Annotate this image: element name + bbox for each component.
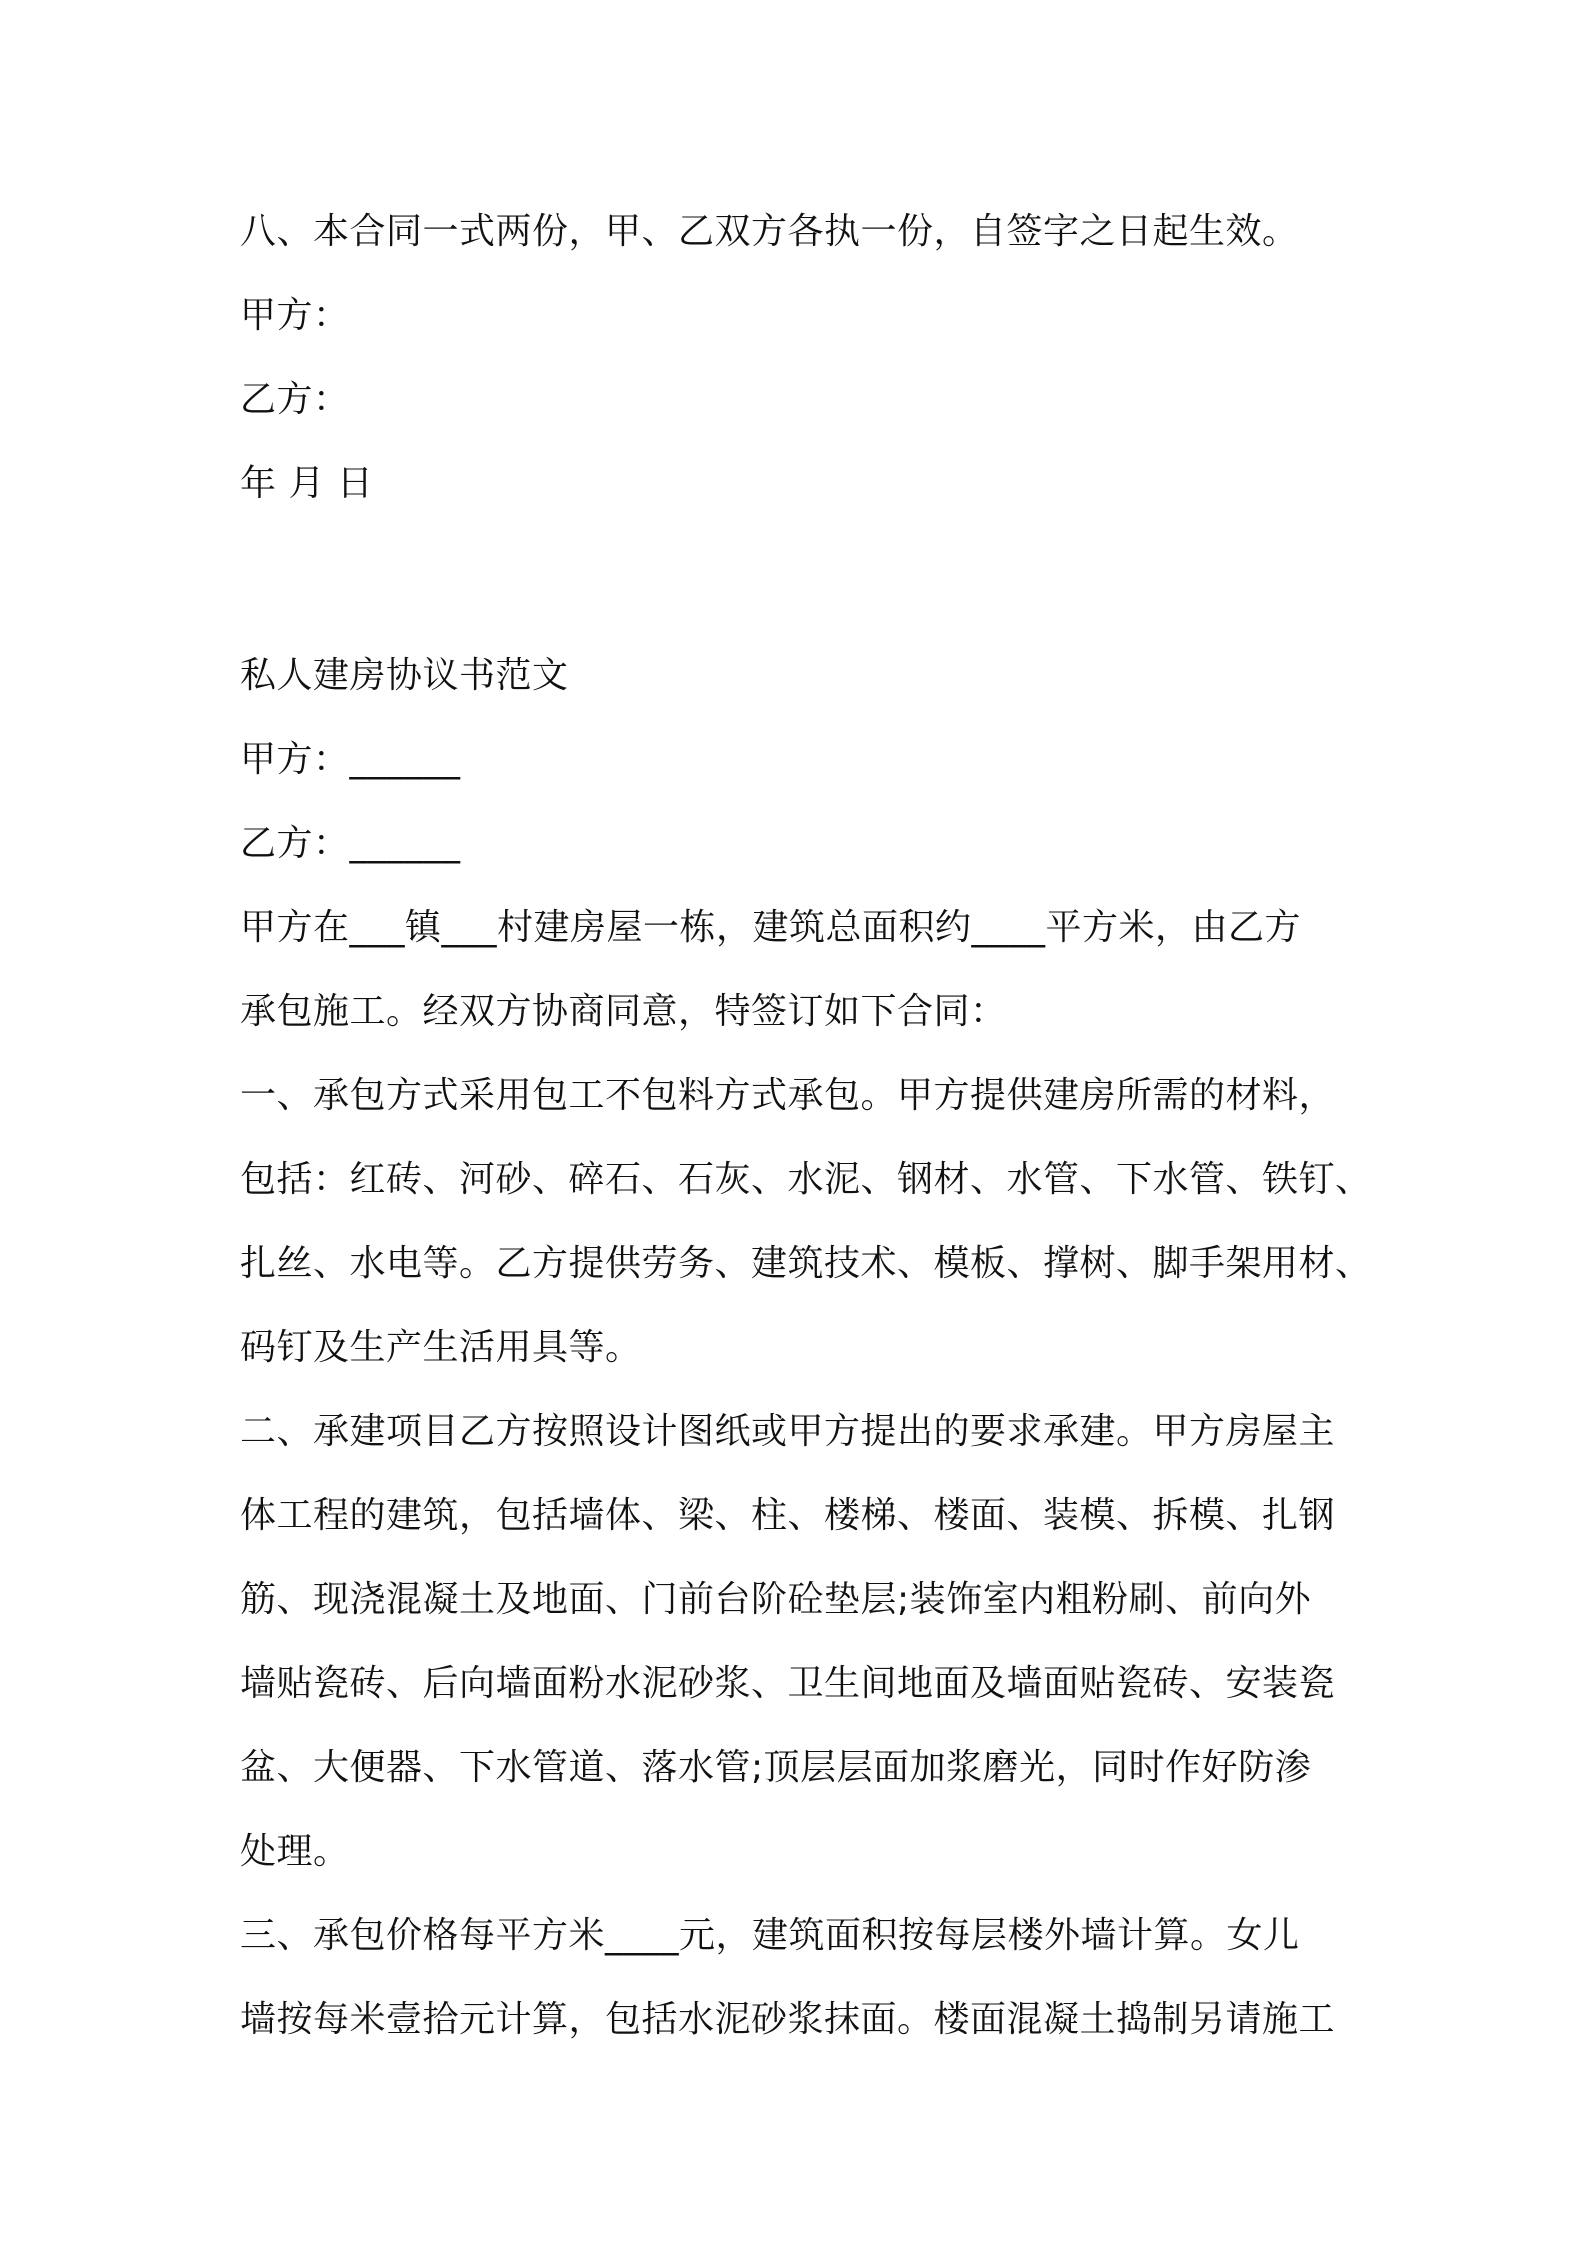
signature-section: [240, 190, 1360, 526]
body-line: 二、承建项目乙方按照设计图纸或甲方提出的要求承建。甲方房屋主: [240, 1411, 1336, 1452]
body-line: 筋、现浇混凝土及地面、门前台阶砼垫层;装饰室内粗粉刷、前向外: [240, 1579, 1312, 1620]
body-line: 处理。: [240, 1831, 350, 1872]
body-line: 甲方在___镇___村建房屋一栋，建筑总面积约____平方米，由乙方: [240, 907, 1302, 948]
section-spacer: [240, 526, 1360, 634]
body-line: 一、承包方式采用包工不包料方式承包。甲方提供建房所需的材料，: [240, 1075, 1336, 1116]
body-line: 墙按每米壹拾元计算，包括水泥砂浆抹面。楼面混凝土捣制另请施工: [240, 1999, 1336, 2040]
body-line: 包括：红砖、河砂、碎石、石灰、水泥、钢材、水管、下水管、铁钉、: [240, 1159, 1372, 1200]
body-line: 盆、大便器、下水管道、落水管;顶层层面加浆磨光，同时作好防渗: [240, 1747, 1312, 1788]
body-line: 墙贴瓷砖、后向墙面粉水泥砂浆、卫生间地面及墙面贴瓷砖、安装瓷: [240, 1663, 1336, 1704]
body-line: 体工程的建筑，包括墙体、梁、柱、楼梯、楼面、装模、拆模、扎钢: [240, 1495, 1336, 1536]
document-page: [240, 190, 1372, 2062]
body-line: 三、承包价格每平方米____元，建筑面积按每层楼外墙计算。女儿: [240, 1915, 1300, 1956]
party-b-field: 乙方：______: [240, 823, 461, 864]
party-b-signature-label: 乙方：: [240, 379, 350, 420]
date-line: 年 月 日: [240, 463, 374, 504]
body-line: 码钉及生产生活用具等。: [240, 1327, 642, 1368]
party-a-signature-label: 甲方：: [240, 295, 350, 336]
body-line: 扎丝、水电等。乙方提供劳务、建筑技术、模板、撑树、脚手架用材、: [240, 1243, 1372, 1284]
party-a-field: 甲方：______: [240, 739, 461, 780]
document-title: 私人建房协议书范文: [240, 655, 569, 696]
body-line: 承包施工。经双方协商同意，特签订如下合同：: [240, 991, 1007, 1032]
clause-eight-line: 八、本合同一式两份，甲、乙双方各执一份，自签字之日起生效。: [240, 211, 1299, 252]
agreement-body: [240, 718, 1372, 2062]
